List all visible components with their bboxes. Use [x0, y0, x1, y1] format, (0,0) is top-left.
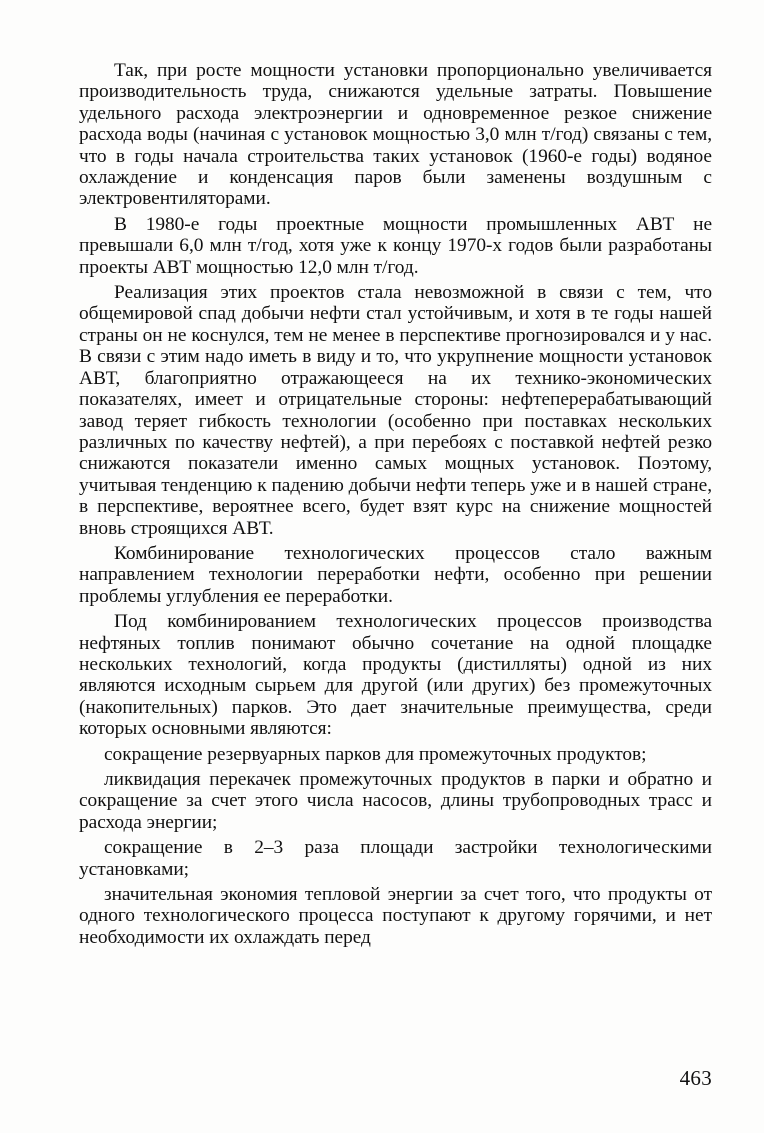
list-item: значительная экономия тепловой энергии за счет того, что продукты от одного технологического процесса поступают к другому горячими, и нет необходимости их охлаждать перед [79, 884, 712, 948]
paragraph: В 1980-е годы проектные мощности промышленных АВТ не превышали 6,0 млн т/год, хотя уже к концу 1970-х годов были разработаны проекты АВТ мощностью 12,0 млн т/год. [79, 213, 712, 278]
list-item: ликвидация перекачек промежуточных продуктов в парки и обратно и сокращение за счет этого числа насосов, длины трубопроводных трасс и расхода энергии; [79, 769, 712, 833]
page-number: 463 [679, 1066, 712, 1090]
paragraph: Так, при росте мощности установки пропорционально увеличивается производительность труда, снижаются удельные затраты. Повышение удельного расхода электроэнергии и одновременное резкое снижение расхода воды (начиная с установок мощностью 3,0 млн т/год) связаны с тем, что в годы начала строительства таких установок (1960-е годы) водяное охлаждение и конденсация паров были заменены воздушным с электровентиляторами. [79, 60, 712, 210]
body-text [79, 60, 712, 952]
paragraph: Комбинирование технологических процессов стало важным направлением технологии переработки нефти, особенно при решении проблемы углубления ее переработки. [79, 542, 712, 607]
list-item: сокращение в 2–3 раза площади застройки технологическими установками; [79, 837, 712, 880]
paragraph: Реализация этих проектов стала невозможной в связи с тем, что общемировой спад добычи нефти стал устойчивым, и хотя в те годы нашей страны он не коснулся, тем не менее в перспективе прогнозировался и у нас. В связи с этим надо иметь в виду и то, что укрупнение мощности установок АВТ, благоприятно отражающееся на их технико-экономических показателях, имеет и отрицательные стороны: нефтеперерабатывающий завод теряет гибкость технологии (особенно при поставках нескольких различных по качеству нефтей), а при перебоях с поставкой нефтей резко снижаются показатели именно самых мощных установок. Поэтому, учитывая тенденцию к падению добычи нефти теперь уже и в нашей стране, в перспективе, вероятнее всего, будет взят курс на снижение мощностей вновь строящихся АВТ. [79, 282, 712, 539]
paragraph: Под комбинированием технологических процессов производства нефтяных топлив понимают обычно сочетание на одной площадке нескольких технологий, когда продукты (дистилляты) одной из них являются исходным сырьем для другой (или других) без промежуточных (накопительных) парков. Это дает значительные преимущества, среди которых основными являются: [79, 611, 712, 740]
list-item: сокращение резервуарных парков для промежуточных продуктов; [104, 743, 647, 765]
